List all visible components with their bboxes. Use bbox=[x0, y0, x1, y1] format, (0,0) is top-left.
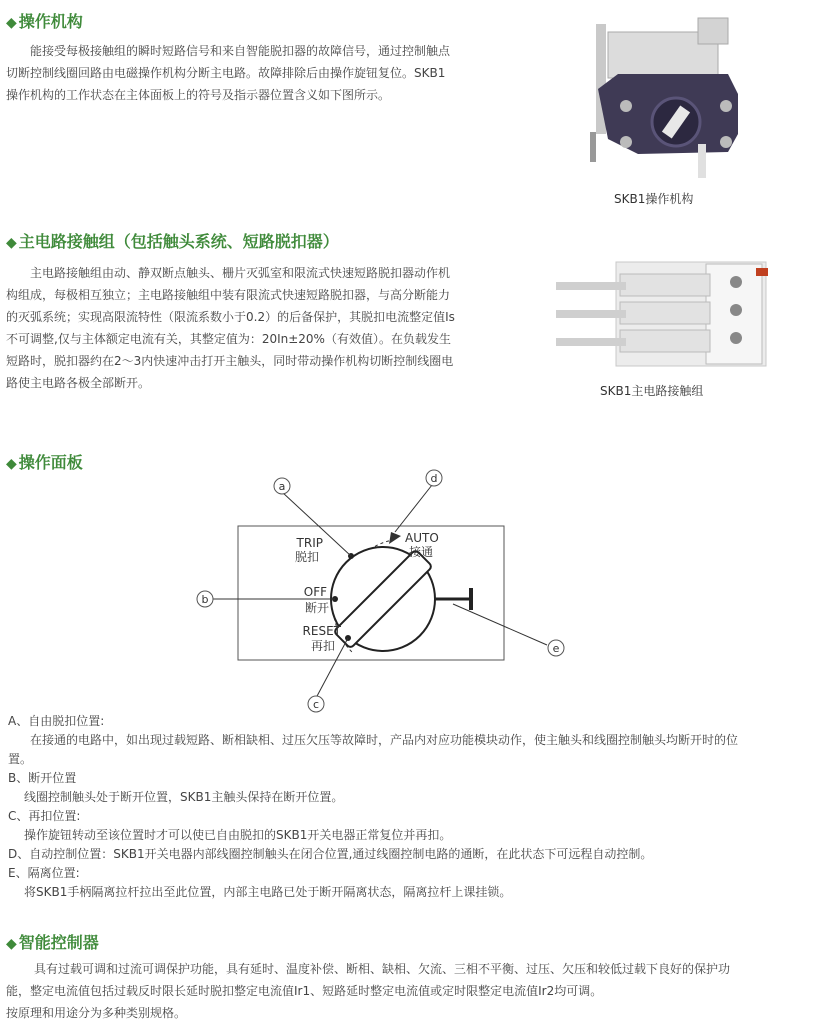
position-c-title: C、再扣位置: bbox=[8, 809, 81, 823]
label-reset-en: RESET bbox=[302, 624, 341, 638]
position-a-desc: 在接通的电路中，如出现过载短路、断相缺相、过压欠压等故障时，产品内对应功能模块动作，使主触头和线圈控制触头均断开时的位 bbox=[30, 733, 739, 747]
callout-e bbox=[548, 640, 564, 656]
label-trip-en: TRIP bbox=[296, 536, 323, 550]
position-a-title: A、自由脱扣位置: bbox=[8, 714, 105, 728]
position-e-desc: 将SKB1手柄隔离拉杆拉出至此位置，内部主电路已处于断开隔离状态，隔离拉杆上课挂锁。 bbox=[24, 885, 512, 899]
controller-paragraph: 具有过载可调和过流可调保护功能，具有延时、温度补偿、断相、缺相、欠流、三相不平衡、过压、欠压和较低过载下良好的保护功 能，整定电流值包括过载反时限长延时脱扣整定电流值Ir1、短路延时整定电流值或定时限整定电流值Ir2均可调。 按原理和用途分为多种类别规格。 bbox=[6, 962, 731, 1020]
section-title-mechanism: ◆ 操作机构 bbox=[6, 12, 83, 31]
svg-text:a: a bbox=[278, 480, 286, 493]
position-a-desc2: 置。 bbox=[8, 752, 33, 766]
diamond-bullet-icon: ◆ bbox=[6, 235, 17, 251]
svg-text:d: d bbox=[430, 472, 438, 485]
position-e-title: E、隔离位置: bbox=[8, 866, 80, 880]
label-auto-en: AUTO bbox=[405, 531, 439, 545]
mechanism-caption: SKB1操作机构 bbox=[614, 192, 694, 206]
svg-text:c: c bbox=[312, 698, 320, 711]
diamond-bullet-icon: ◆ bbox=[6, 15, 17, 31]
diamond-bullet-icon: ◆ bbox=[6, 936, 17, 952]
callout-a bbox=[274, 478, 290, 494]
operation-panel-diagram bbox=[185, 460, 585, 720]
svg-text:e: e bbox=[552, 642, 560, 655]
label-reset-cn: 再扣 bbox=[310, 639, 335, 653]
label-off-en: OFF bbox=[303, 585, 327, 599]
label-trip-cn: 脱扣 bbox=[294, 550, 319, 564]
callout-b bbox=[197, 591, 213, 607]
section-title-contacts: ◆ 主电路接触组（包括触头系统、短路脱扣器） bbox=[6, 232, 339, 251]
callout-c bbox=[308, 696, 324, 712]
label-auto-cn: 接通 bbox=[409, 545, 434, 559]
section-title-controller: ◆ 智能控制器 bbox=[6, 933, 99, 952]
contacts-photo bbox=[556, 254, 776, 374]
auto-arrow-icon bbox=[389, 532, 401, 544]
position-list bbox=[8, 712, 828, 902]
contacts-paragraph: 主电路接触组由动、静双断点触头、栅片灭弧室和限流式快速短路脱扣器动作机 构组成，每极相互独立；主电路接触组中装有限流式快速短路脱扣器，与高分断能力 的灭弧系统；实现高限流特性（限流系数小于0.2）的后备保护，其脱扣电流整定值Is 不可调整,仅与主体额定电流有关，其整定值为：20In±20%（有效值）。在负载发生 短路时，脱扣器约在2～3内快速冲击打开主触头，同时带动操作机构切断控制线圈电 路使主电路各极全部断开。 bbox=[6, 266, 455, 390]
position-d-title: D、自动控制位置：SKB1开关电器内部线圈控制触头在闭合位置,通过线圈控制电路的通断，在此状态下可远程自动控制。 bbox=[8, 847, 653, 861]
position-b-desc: 线圈控制触头处于断开位置，SKB1主触头保持在断开位置。 bbox=[24, 790, 344, 804]
diamond-bullet-icon: ◆ bbox=[6, 456, 17, 472]
label-off-cn: 断开 bbox=[304, 601, 329, 615]
position-b-title: B、断开位置 bbox=[8, 771, 77, 785]
section-title-panel: ◆ 操作面板 bbox=[6, 453, 83, 472]
mechanism-photo bbox=[578, 14, 748, 182]
position-c-desc: 操作旋钮转动至该位置时才可以使已自由脱扣的SKB1开关电器正常复位并再扣。 bbox=[24, 828, 452, 842]
mechanism-paragraph: 能接受每极接触组的瞬时短路信号和来自智能脱扣器的故障信号，通过控制触点 切断控制线圈回路由电磁操作机构分断主电路。故障排除后由操作旋钮复位。SKB1 操作机构的工作状态在主体面板上的符号及指示器位置含义如下图所示。 bbox=[6, 44, 451, 102]
contacts-caption: SKB1主电路接触组 bbox=[600, 384, 704, 398]
callout-d bbox=[426, 470, 442, 486]
svg-text:b: b bbox=[201, 593, 209, 606]
